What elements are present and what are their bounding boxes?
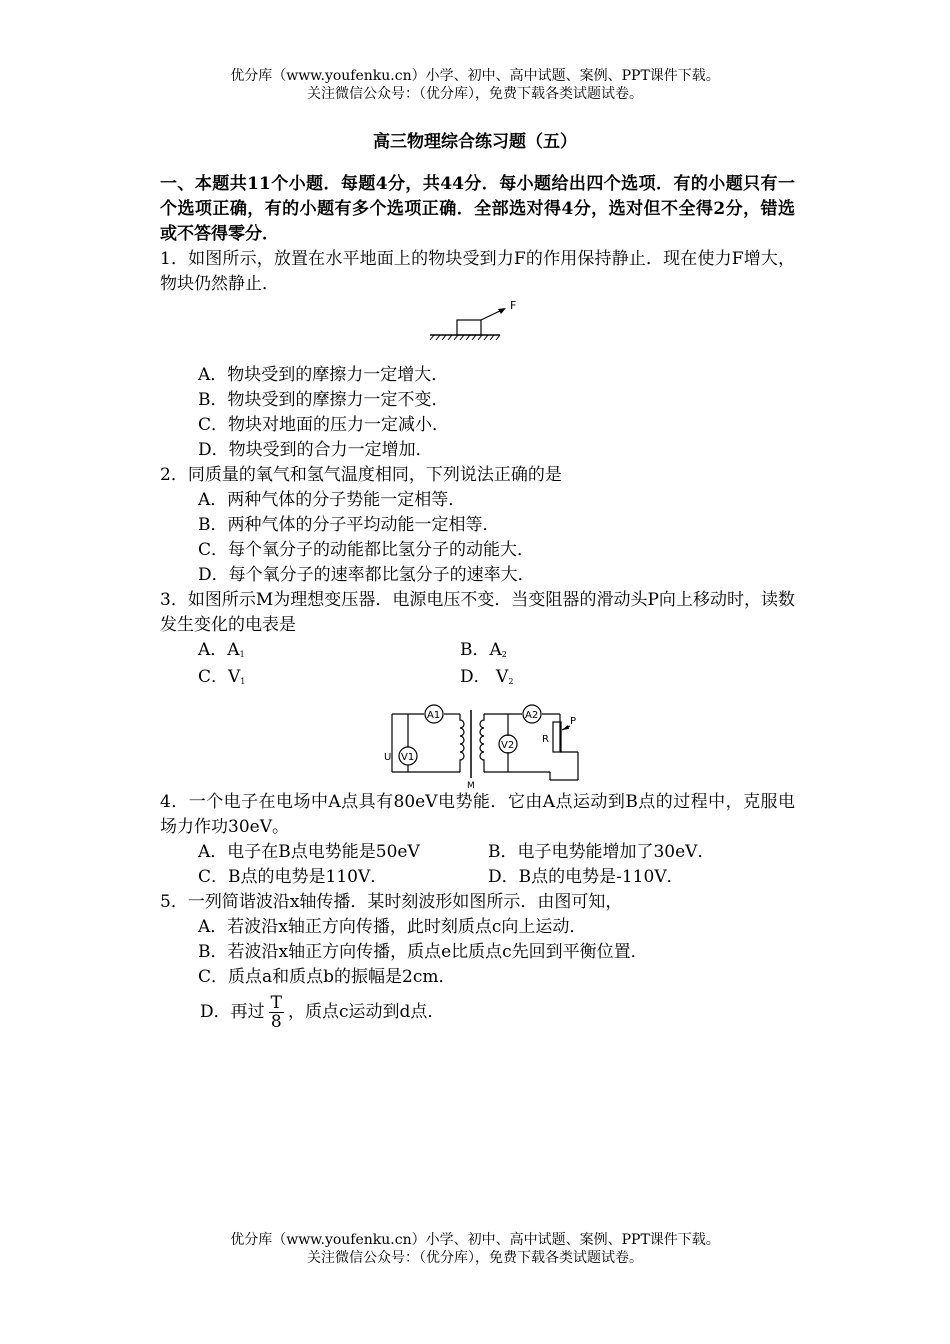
question-3-option-c: C．V1 bbox=[198, 667, 246, 687]
question-5-option-a: A．若波沿x轴正方向传播，此时刻质点c向上运动． bbox=[198, 917, 587, 937]
label-a1: A1 bbox=[427, 710, 441, 721]
fraction-denominator: 8 bbox=[270, 1012, 282, 1032]
question-1-figure bbox=[160, 297, 795, 363]
question-3-options-row-2 bbox=[160, 665, 795, 692]
question-2-option-c: C．每个氧分子的动能都比氢分子的动能大． bbox=[198, 540, 535, 560]
question-3-option-a: A．A1 bbox=[198, 640, 245, 660]
question-1-stem: 1．如图所示，放置在水平地面上的物块受到力F的作用保持静止．现在使力F增大，物块仍然静止． bbox=[160, 249, 795, 294]
label-v1: V1 bbox=[401, 752, 415, 763]
fraction-t-over-8 bbox=[269, 994, 284, 1031]
question-4-option-d: D．B点的电势是-110V． bbox=[488, 867, 684, 887]
footer-line-2: 关注微信公众号：（优分库），免费下载各类试题试卷。 bbox=[307, 1250, 643, 1266]
question-2-stem: 2．同质量的氧气和氢气温度相同，下列说法正确的是 bbox=[160, 465, 562, 485]
section-instructions: 一、本题共11个小题．每题4分，共44分．每小题给出四个选项．有的小题只有一个选项正确，有的小题有多个选项正确．全部选对得4分，选对但不全得2分，错选或不答得零分． bbox=[160, 174, 795, 244]
question-5-option-b: B．若波沿x轴正方向传播，质点e比质点c先回到平衡位置． bbox=[198, 942, 648, 962]
question-2-option-b: B．两种气体的分子平均动能一定相等． bbox=[198, 515, 500, 535]
question-5-stem: 5．一列简谐波沿x轴传播．某时刻波形如图所示．由图可知， bbox=[160, 892, 623, 912]
label-a2: A2 bbox=[525, 710, 539, 721]
page-footer bbox=[0, 1231, 950, 1267]
fraction-numerator: T bbox=[270, 993, 282, 1013]
question-3-option-d: D． V2 bbox=[460, 667, 514, 687]
block bbox=[457, 320, 481, 335]
question-1-option-b: B．物块受到的摩擦力一定不变． bbox=[198, 390, 449, 410]
page-header bbox=[0, 67, 950, 103]
question-4-option-a: A．电子在B点电势能是50eV bbox=[198, 842, 420, 862]
question-2-option-d: D．每个氧分子的速率都比氢分子的速率大． bbox=[198, 565, 535, 585]
question-1-option-c: C．物块对地面的压力一定减小． bbox=[198, 415, 450, 435]
question-1-option-a: A．物块受到的摩擦力一定增大． bbox=[198, 365, 449, 385]
question-3-options-row-1 bbox=[160, 638, 795, 665]
label-p: P bbox=[570, 716, 577, 727]
option-d-prefix: D．再过 bbox=[200, 1002, 265, 1022]
force-label: F bbox=[510, 299, 517, 312]
page-title: 高三物理综合练习题（五） bbox=[373, 132, 577, 152]
primary-coil bbox=[460, 714, 464, 772]
document-body bbox=[160, 172, 795, 1031]
question-3-stem: 3．如图所示M为理想变压器．电源电压不变．当变阻器的滑动头P向上移动时，读数发生变化的电表是 bbox=[160, 590, 795, 635]
question-4-option-b: B．电子电势能增加了30eV． bbox=[488, 842, 715, 862]
question-5-option-c: C．质点a和质点b的振幅是2cm． bbox=[198, 967, 456, 987]
secondary-coil bbox=[480, 714, 484, 772]
question-4-options-row-2 bbox=[160, 865, 795, 890]
label-v2: V2 bbox=[501, 740, 515, 751]
header-line-2: 关注微信公众号：（优分库），免费下载各类试题试卷。 bbox=[307, 86, 643, 102]
question-4-stem: 4．一个电子在电场中A点具有80eV电势能．它由A点运动到B点的过程中，克服电场力作功30eV。 bbox=[160, 792, 795, 837]
question-2-option-a: A．两种气体的分子势能一定相等． bbox=[198, 490, 466, 510]
question-5-option-d bbox=[160, 994, 795, 1031]
question-3-figure bbox=[160, 692, 795, 790]
question-1-option-d: D．物块受到的合力一定增加． bbox=[198, 440, 433, 460]
label-r: R bbox=[542, 734, 549, 745]
option-d-suffix: ，质点c运动到d点． bbox=[287, 1002, 445, 1022]
question-3-option-b: B．A2 bbox=[460, 640, 507, 660]
transformer-circuit-diagram bbox=[160, 692, 795, 790]
question-4-options-row-1 bbox=[160, 840, 795, 865]
force-arrowhead bbox=[498, 308, 506, 314]
header-line-1: 优分库（www.youfenku.cn）小学、初中、高中试题、案例、PPT课件下载。 bbox=[230, 68, 720, 84]
footer-line-1: 优分库（www.youfenku.cn）小学、初中、高中试题、案例、PPT课件下载。 bbox=[230, 1232, 720, 1248]
label-m: M bbox=[467, 781, 475, 790]
label-u: U bbox=[384, 752, 392, 763]
block-force-diagram bbox=[160, 297, 795, 363]
question-4-option-c: C．B点的电势是110V． bbox=[198, 867, 388, 887]
